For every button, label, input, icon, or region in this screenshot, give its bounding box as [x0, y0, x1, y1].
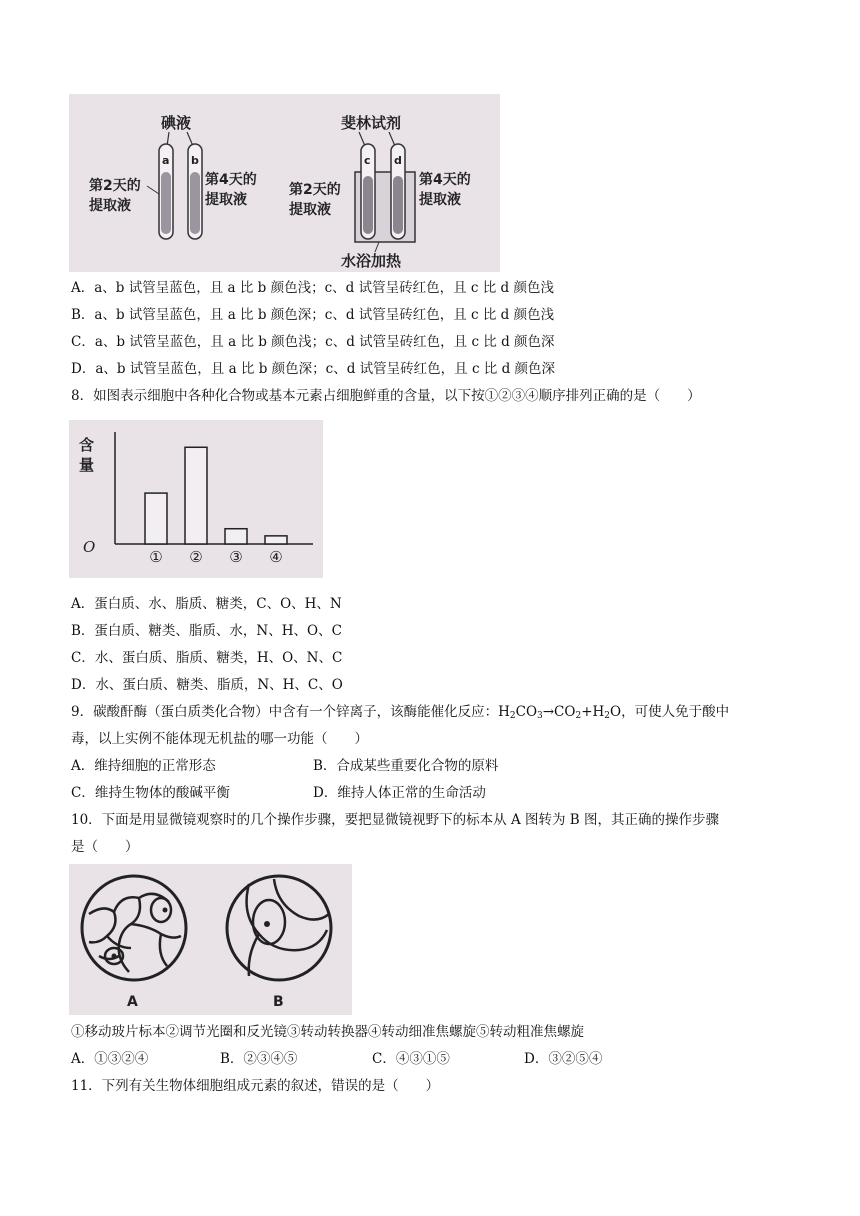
- field-a-label: A: [127, 994, 138, 1010]
- right-day4-label-1: 第4天的: [419, 172, 471, 188]
- y-axis-label-2: 量: [79, 456, 95, 474]
- q9-option-c: C．维持生物体的酸碱平衡: [71, 785, 230, 801]
- fehling-label: 斐林试剂: [341, 114, 402, 132]
- category-label-3: ③: [229, 548, 243, 566]
- bar-1: [145, 493, 167, 544]
- bar-2: [185, 447, 207, 544]
- left-day4-label-1: 第4天的: [205, 172, 257, 188]
- origin-label: O: [83, 538, 96, 556]
- water-bath-label: 水浴加热: [341, 252, 402, 270]
- q10-option-a: A．①③②④: [71, 1051, 149, 1067]
- q7-option-b: B．a、b 试管呈蓝色，且 a 比 b 颜色深；c、d 试管呈砖红色，且 c 比 d 颜色浅: [71, 307, 555, 323]
- left-day2-label-1: 第2天的: [89, 178, 141, 194]
- q9-option-b: B．合成某些重要化合物的原料: [313, 758, 499, 774]
- q7-option-a: A．a、b 试管呈蓝色，且 a 比 b 颜色浅；c、d 试管呈砖红色，且 c 比 d 颜色浅: [71, 280, 554, 296]
- iodine-label: 碘液: [161, 114, 192, 132]
- q8-option-b: B．蛋白质、糖类、脂质、水，N、H、O、C: [71, 623, 342, 639]
- q10-stem-line1: 10．下面是用显微镜观察时的几个操作步骤，要把显微镜视野下的标本从 A 图转为 B 图，其正确的操作步骤: [71, 812, 720, 828]
- left-day4-label-2: 提取液: [205, 192, 247, 208]
- q10-stem-line2: 是（ ）: [71, 839, 139, 855]
- field-b-circle: [227, 876, 331, 980]
- q10-option-c: C．④③①⑤: [372, 1051, 450, 1067]
- bar-4: [265, 536, 287, 544]
- right-day2-label-2: 提取液: [289, 202, 331, 218]
- left-day2-label-2: 提取液: [89, 198, 131, 214]
- tube-d-label: d: [394, 154, 402, 167]
- tube-c-label: c: [364, 154, 371, 167]
- field-a-cells: [89, 894, 181, 972]
- tube-a-label: a: [162, 154, 170, 167]
- category-label-1: ①: [149, 548, 163, 566]
- bar-3: [225, 529, 247, 544]
- q8-option-a: A．蛋白质、水、脂质、糖类，C、O、H、N: [71, 596, 342, 612]
- test-tube-figure: [69, 94, 500, 272]
- category-label-4: ④: [269, 548, 283, 566]
- category-label-2: ②: [189, 548, 203, 566]
- q8-stem: 8．如图表示细胞中各种化合物或基本元素占细胞鲜重的含量，以下按①②③④顺序排列正确的是（ ）: [71, 388, 701, 404]
- right-day4-label-2: 提取液: [419, 192, 461, 208]
- q7-option-c: C．a、b 试管呈蓝色，且 a 比 b 颜色浅；c、d 试管呈砖红色，且 c 比 d 颜色深: [71, 334, 555, 350]
- tube-b-label: b: [191, 154, 199, 167]
- q9-option-d: D．维持人体正常的生命活动: [313, 785, 486, 801]
- q8-bar-chart: [69, 420, 323, 578]
- field-a-circle: [82, 876, 186, 980]
- q10-steps: ①移动玻片标本②调节光圈和反光镜③转动转换器④转动细准焦螺旋⑤转动粗准焦螺旋: [71, 1024, 584, 1040]
- microscope-field-figure: [69, 864, 352, 1015]
- field-b-label: B: [273, 994, 284, 1010]
- q8-option-c: C．水、蛋白质、脂质、糖类，H、O、N、C: [71, 650, 343, 666]
- right-day2-label-1: 第2天的: [289, 182, 341, 198]
- q10-option-b: B．②③④⑤: [220, 1051, 298, 1067]
- q9-stem-line2: 毒，以上实例不能体现无机盐的哪一功能（ ）: [71, 731, 368, 747]
- q10-option-d: D．③②⑤④: [524, 1051, 603, 1067]
- q8-option-d: D．水、蛋白质、糖类、脂质，N、H、C、O: [71, 677, 343, 693]
- y-axis-label-1: 含: [79, 436, 95, 454]
- q7-option-d: D．a、b 试管呈蓝色，且 a 比 b 颜色深；c、d 试管呈砖红色，且 c 比 d 颜色深: [71, 361, 556, 377]
- q9-stem-line1: 9．碳酸酐酶（蛋白质类化合物）中含有一个锌离子，该酶能催化反应：$H_2CO_3\to CO_2+H_2O$，可使人免于酸中: [71, 704, 730, 721]
- q11-stem: 11．下列有关生物体细胞组成元素的叙述，错误的是（ ）: [71, 1078, 440, 1094]
- q9-option-a: A．维持细胞的正常形态: [71, 758, 216, 774]
